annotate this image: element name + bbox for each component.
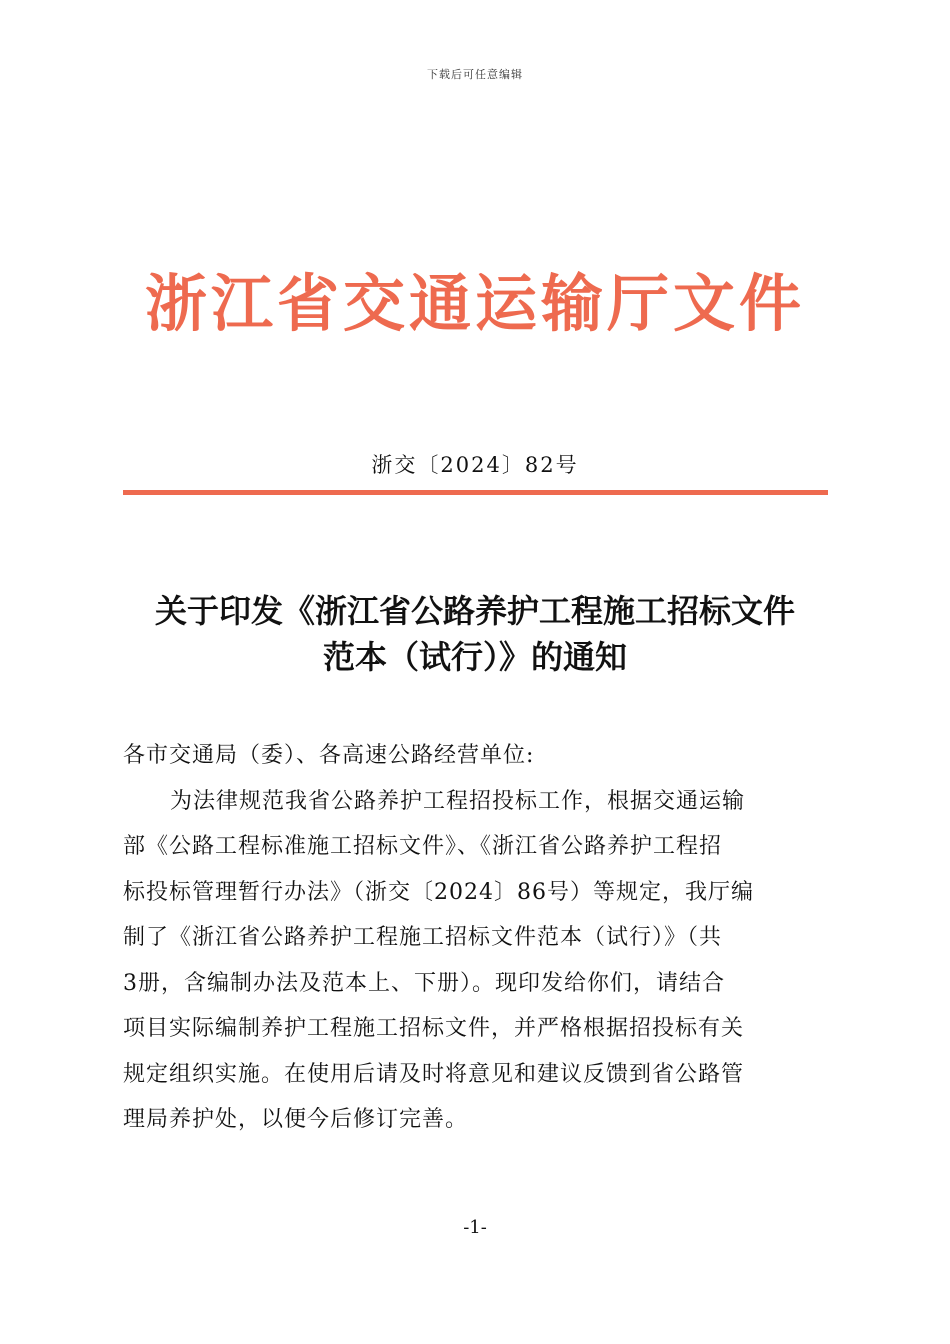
header-note: 下载后可任意编辑 — [427, 68, 523, 81]
body-line: 规定组织实施。在使用后请及时将意见和建议反馈到省公路管 — [123, 1061, 745, 1087]
notice-title — [110, 588, 840, 680]
body-line: 部《公路工程标准施工招标文件》、《浙江省公路养护工程招 — [123, 834, 723, 859]
agency-title: 浙江省交通运输厅文件 — [144, 267, 805, 340]
page-number: -1- — [463, 1217, 487, 1238]
body-line: 为法律规范我省公路养护工程招投标工作，根据交通运输 — [170, 788, 746, 814]
notice-body — [123, 733, 828, 1143]
body-line: 理局养护处，以便今后修订完善。 — [123, 1107, 469, 1132]
salutation: 各市交通局（委）、各高速公路经营单位: — [123, 743, 535, 768]
body-line: 3册，含编制办法及范本上、下册）。现印发给你们，请结合 — [123, 970, 725, 996]
red-divider — [123, 490, 828, 495]
body-line: 项目实际编制养护工程施工招标文件，并严格根据招投标有关 — [123, 1016, 745, 1041]
title-line-1: 关于印发《浙江省公路养护工程施工招标文件 — [154, 592, 795, 630]
title-line-2: 范本（试行）》的通知 — [322, 638, 627, 676]
body-line: 标投标管理暂行办法》（浙交〔2024〕86号）等规定，我厅编 — [123, 879, 754, 905]
document-number: 浙交〔2024〕82号 — [371, 453, 579, 477]
body-line: 制了《浙江省公路养护工程施工招标文件范本（试行）》（共 — [123, 925, 723, 950]
